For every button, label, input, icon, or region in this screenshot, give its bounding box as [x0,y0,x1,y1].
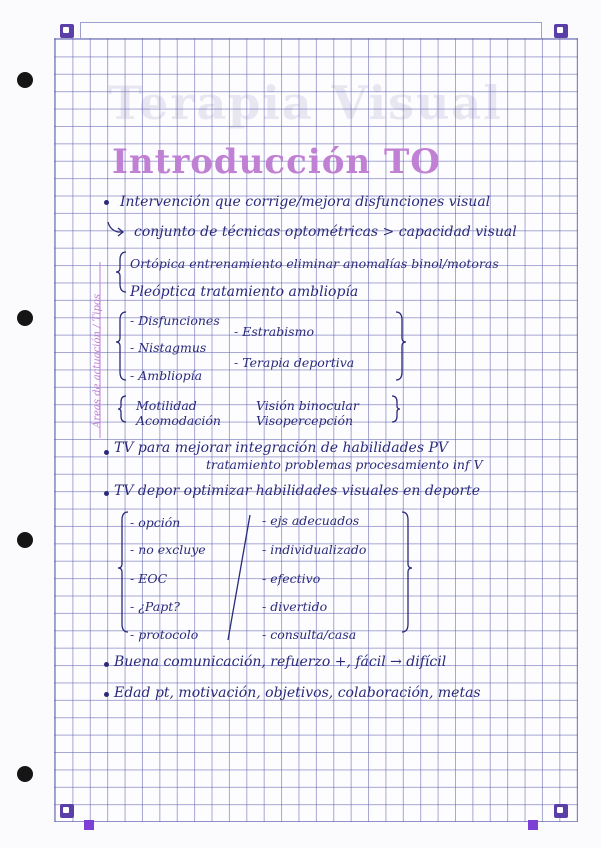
text-line: conjunto de técnicas optométricas > capacidad visual [134,224,517,240]
list-item: Visión binocular [256,398,359,413]
list-item: - ejs adecuados [262,513,360,528]
list-item: - no excluye [130,542,206,557]
list-item: - Ambliopía [130,368,203,383]
text-line: Edad pt, motivación, objetivos, colaboración, metas [114,685,481,701]
list-item: - Terapia deportiva [234,355,355,370]
left-brace [118,512,128,632]
list-item: Motilidad [136,398,197,413]
text-line: Buena comunicación, refuerzo +, fácil → difícil [114,654,447,670]
list-item: - Nistagmus [130,340,207,355]
list-item: - Disfunciones [130,313,220,328]
right-brace [392,396,400,422]
page-title: Introducción TO [112,142,441,182]
list-item: - protocolo [130,627,199,642]
divider-stroke [228,515,250,640]
text-line: tratamiento problemas procesamiento inf V [206,457,483,472]
watermark-title: Terapia Visual [108,76,503,130]
arrow-connector [108,222,122,232]
text-line: TV para mejorar integración de habilidades PV [114,440,449,456]
right-brace [396,312,406,380]
list-item: - opción [130,515,181,530]
left-brace [116,312,126,380]
text-line: Intervención que corrige/mejora disfunciones visual [120,194,491,210]
left-brace [118,396,126,422]
text-line: TV depor optimizar habilidades visuales en deporte [114,483,481,499]
text-line: Pleóptica tratamiento ambliopía [130,284,359,300]
list-item: Visopercepción [256,413,354,428]
list-item: - divertido [262,599,328,614]
side-label: Áreas de actuación / Tipos [92,293,103,428]
text-line: Ortópica entrenamiento eliminar anomalías binol/motoras [130,256,499,271]
list-item: - EOC [130,571,168,586]
list-item: Acomodación [136,413,221,428]
list-item: - consulta/casa [262,627,357,642]
list-item: - efectivo [262,571,321,586]
list-item: - ¿Papt? [130,599,180,614]
right-brace [402,512,412,632]
list-item: - Estrabismo [234,324,314,339]
left-brace [116,252,126,292]
list-item: - individualizado [262,542,367,557]
